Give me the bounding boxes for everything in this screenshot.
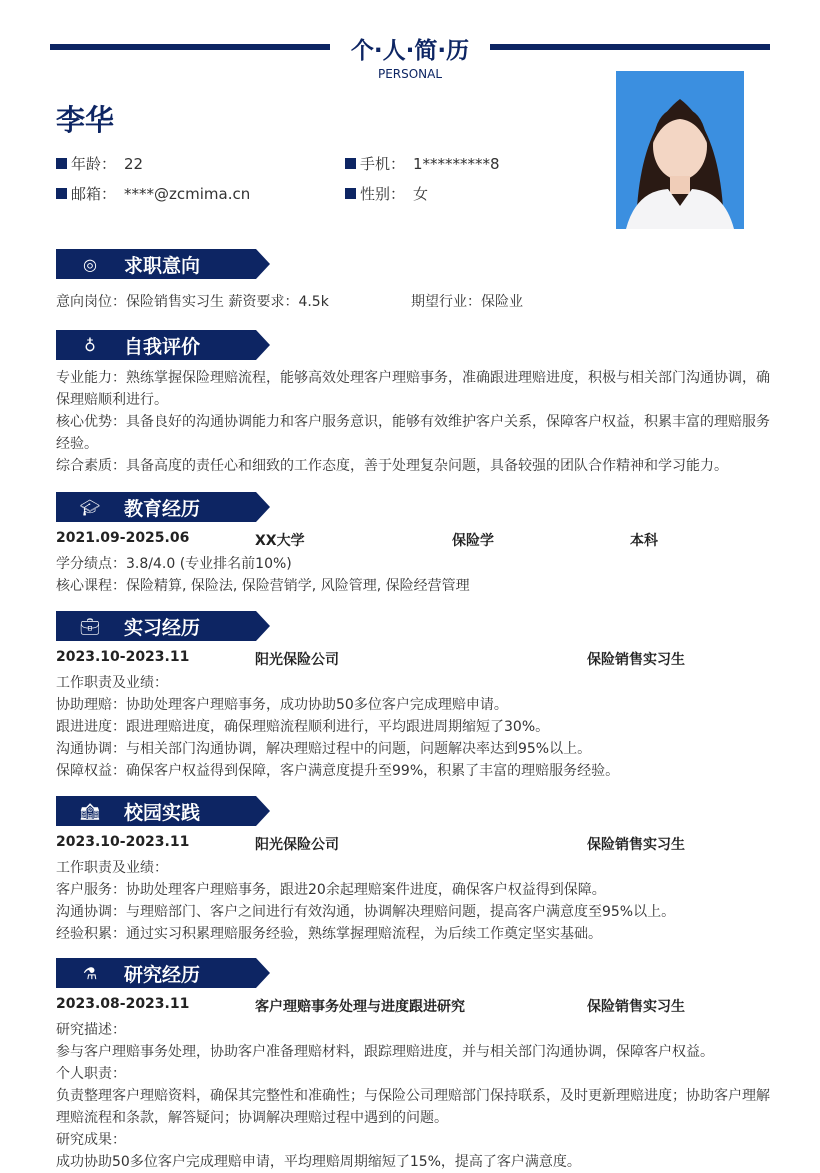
section-intent <box>56 249 770 310</box>
campus-line: 经验积累：通过实习积累理赔服务经验，熟练掌握理赔流程，为后续工作奠定坚实基础。 <box>56 926 602 942</box>
info-label: 年龄： <box>71 155 117 173</box>
organization: 阳光保险公司 <box>255 837 339 853</box>
campus-line: 工作职责及业绩： <box>56 860 168 876</box>
resume-subtitle: PERSONAL <box>377 67 443 81</box>
header-rule-left <box>50 44 330 50</box>
role: 保险销售实习生 <box>587 999 685 1015</box>
info-value: 1*********8 <box>413 154 500 173</box>
bullet-square-icon <box>345 158 356 169</box>
date: 2023.10-2023.11 <box>56 834 190 850</box>
info-email <box>56 183 250 204</box>
info-label: 手机： <box>360 155 406 173</box>
info-age <box>56 153 143 174</box>
organization: 阳光保险公司 <box>255 652 339 668</box>
edu-major: 保险学 <box>452 533 494 549</box>
info-gender <box>345 183 428 204</box>
section-header <box>56 796 270 826</box>
bullet-square-icon <box>56 158 67 169</box>
edu-degree: 本科 <box>630 533 658 549</box>
section-header <box>56 249 270 279</box>
internship-row <box>56 649 770 672</box>
edu-line: 核心课程：保险精算, 保险法, 保险营销学, 风险管理, 保险经营管理 <box>56 578 470 594</box>
info-value: 22 <box>124 154 144 173</box>
research-line: 参与客户理赔事务处理，协助客户准备理赔材料，跟踪理赔进度，并与相关部门沟通协调，保障客户权益。 <box>56 1044 714 1060</box>
edu-date: 2021.09-2025.06 <box>56 530 190 546</box>
research-line: 研究成果： <box>56 1132 126 1148</box>
research-line: 负责整理客户理赔资料，确保其完整性和准确性；与保险公司理赔部门保持联系，及时更新理赔进度；协助客户理解理赔流程和条款，解答疑问；协调解决理赔过程中遇到的问题。 <box>56 1088 770 1126</box>
campus-line: 客户服务：协助处理客户理赔事务，跟进20余起理赔案件进度，确保客户权益得到保障。 <box>56 882 606 898</box>
section-header <box>56 330 270 360</box>
section-title: 求职意向 <box>124 254 201 277</box>
research-line: 个人职责： <box>56 1066 126 1082</box>
graduation-cap-icon: 🎓︎ <box>79 497 101 517</box>
school-icon: 🏫︎ <box>79 801 101 821</box>
section-title: 研究经历 <box>124 963 201 986</box>
candidate-name: 李华 <box>56 103 115 137</box>
intent-industry: 期望行业：保险业 <box>411 294 523 310</box>
section-title: 校园实践 <box>124 801 201 824</box>
intern-line: 工作职责及业绩： <box>56 675 168 691</box>
research-line: 研究描述： <box>56 1022 126 1038</box>
info-value: 女 <box>413 185 429 203</box>
section-title: 实习经历 <box>124 616 201 639</box>
info-label: 邮箱： <box>71 185 117 203</box>
intern-line: 沟通协调：与相关部门沟通协调，解决理赔过程中的问题，问题解决率达到95%以上。 <box>56 741 592 757</box>
section-self-evaluation <box>56 330 770 477</box>
resume-title: 个·人·简·历 <box>350 38 470 64</box>
section-campus <box>56 796 770 945</box>
award-icon: ♁ <box>84 335 96 355</box>
education-row <box>56 530 770 553</box>
header-rule-right <box>490 44 770 50</box>
edu-school: XX大学 <box>255 533 305 549</box>
target-icon: ◎ <box>83 254 97 274</box>
intern-line: 协助理赔：协助处理客户理赔事务，成功协助50多位客户完成理赔申请。 <box>56 697 508 713</box>
date: 2023.08-2023.11 <box>56 996 190 1012</box>
profile-photo <box>616 71 744 229</box>
self-line: 专业能力：熟练掌握保险理赔流程，能够高效处理客户理赔事务，准确跟进理赔进度，积极与相关部门沟通协调，确保理赔顺利进行。 <box>56 370 770 408</box>
bullet-square-icon <box>345 188 356 199</box>
research-row <box>56 996 770 1019</box>
section-header <box>56 492 270 522</box>
campus-line: 沟通协调：与理赔部门、客户之间进行有效沟通，协调解决理赔问题，提高客户满意度至95%以上。 <box>56 904 676 920</box>
intent-position-salary: 意向岗位：保险销售实习生 薪资要求：4.5k <box>56 294 329 310</box>
date: 2023.10-2023.11 <box>56 649 190 665</box>
intern-line: 保障权益：确保客户权益得到保障，客户满意度提升至99%，积累了丰富的理赔服务经验。 <box>56 763 620 779</box>
section-research <box>56 958 770 1173</box>
info-label: 性别： <box>360 185 406 203</box>
section-title: 自我评价 <box>124 335 201 358</box>
campus-row <box>56 834 770 857</box>
project: 客户理赔事务处理与进度跟进研究 <box>255 999 465 1015</box>
section-header <box>56 611 270 641</box>
role: 保险销售实习生 <box>587 652 685 668</box>
section-header <box>56 958 270 988</box>
section-internship <box>56 611 770 782</box>
intern-line: 跟进进度：跟进理赔进度，确保理赔流程顺利进行，平均跟进周期缩短了30%。 <box>56 719 550 735</box>
info-phone <box>345 153 500 174</box>
section-education <box>56 492 770 597</box>
section-title: 教育经历 <box>124 497 201 520</box>
edu-line: 学分绩点：3.8/4.0 (专业排名前10%) <box>56 556 292 572</box>
self-line: 核心优势：具备良好的沟通协调能力和客户服务意识，能够有效维护客户关系，保障客户权益，积累丰富的理赔服务经验。 <box>56 414 770 452</box>
self-line: 综合素质：具备高度的责任心和细致的工作态度，善于处理复杂问题，具备较强的团队合作精神和学习能力。 <box>56 458 728 474</box>
info-value: ****@zcmima.cn <box>124 184 251 203</box>
research-line: 成功协助50多位客户完成理赔申请，平均理赔周期缩短了15%，提高了客户满意度。 <box>56 1154 581 1170</box>
briefcase-icon: 💼︎ <box>79 616 101 636</box>
bullet-square-icon <box>56 188 67 199</box>
role: 保险销售实习生 <box>587 837 685 853</box>
flask-icon: ⚗︎ <box>82 963 98 983</box>
